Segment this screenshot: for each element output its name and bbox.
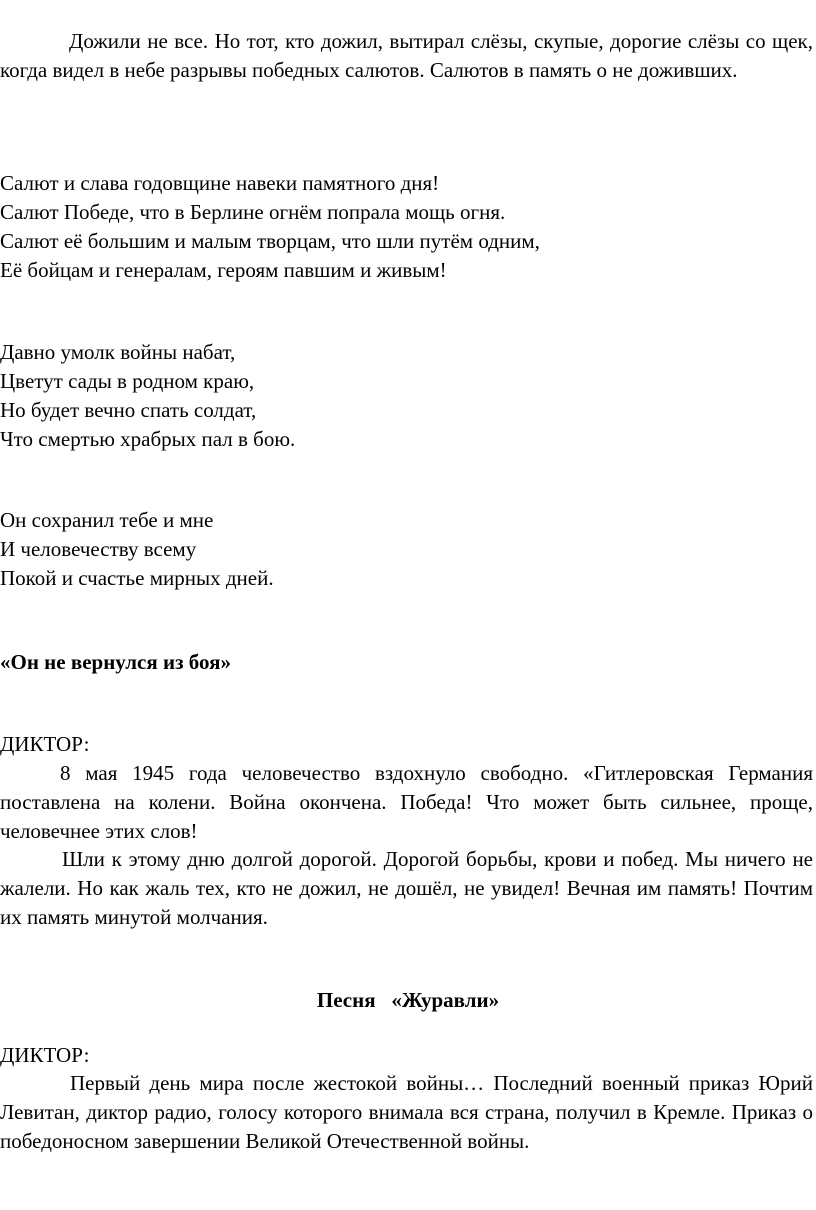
announcer-1-paragraph-2: Шли к этому дню долгой дорогой. Дорогой борьбы, крови и побед. Мы ничего не жалели. Но как жаль тех, кто не дожил, не дошёл, не увидел! Вечная им память! Почтим их память минутой молчания. (0, 847, 813, 929)
stanza-3-line-3: Покой и счастье мирных дней. (0, 566, 274, 590)
poem-stanza-1 (0, 169, 813, 285)
stanza-2-line-3: Но будет вечно спать солдат, (0, 398, 257, 422)
stanza-2-line-4: Что смертью храбрых пал в бою. (0, 427, 296, 451)
poem-stanza-2 (0, 338, 813, 454)
song-title-cranes: Песня «Журавли» (316, 988, 500, 1012)
announcer-1-paragraph-1: 8 мая 1945 года человечество вздохнуло свободно. «Гитлеровская Германия поставлена на колени. Война окончена. Победа! Что может быть сильнее, проще, человечнее этих слов! (0, 761, 813, 843)
poem-stanza-3 (0, 506, 813, 593)
stanza-2-line-1: Давно умолк войны набат, (0, 340, 236, 364)
stanza-3-line-1: Он сохранил тебе и мне (0, 508, 214, 532)
stanza-1-line-4: Её бойцам и генералам, героям павшим и живым! (0, 258, 447, 282)
stanza-3-line-2: И человечеству всему (0, 537, 197, 561)
intro-paragraph: Дожили не все. Но тот, кто дожил, вытирал слёзы, скупые, дорогие слёзы со щек, когда видел в небе разрывы победных салютов. Салютов в память о не доживших. (0, 29, 813, 82)
stanza-1-line-2: Салют Победе, что в Берлине огнём попрала мощь огня. (0, 200, 506, 224)
stanza-1-line-1: Салют и слава годовщине навеки памятного дня! (0, 171, 440, 195)
announcer-2-paragraph-1: Первый день мира после жестокой войны… Последний военный приказ Юрий Левитан, диктор радио, голосу которого внимала вся страна, получил в Кремле. Приказ о победоносном завершении Великой Отечественной войны. (0, 1071, 813, 1153)
announcer-label-1: ДИКТОР: (0, 732, 90, 756)
stanza-2-line-2: Цветут сады в родном краю, (0, 369, 255, 393)
song-title-he-did-not-return: «Он не вернулся из боя» (0, 650, 231, 674)
stanza-1-line-3: Салют её большим и малым творцам, что шли путём одним, (0, 229, 540, 253)
announcer-label-2: ДИКТОР: (0, 1043, 90, 1067)
